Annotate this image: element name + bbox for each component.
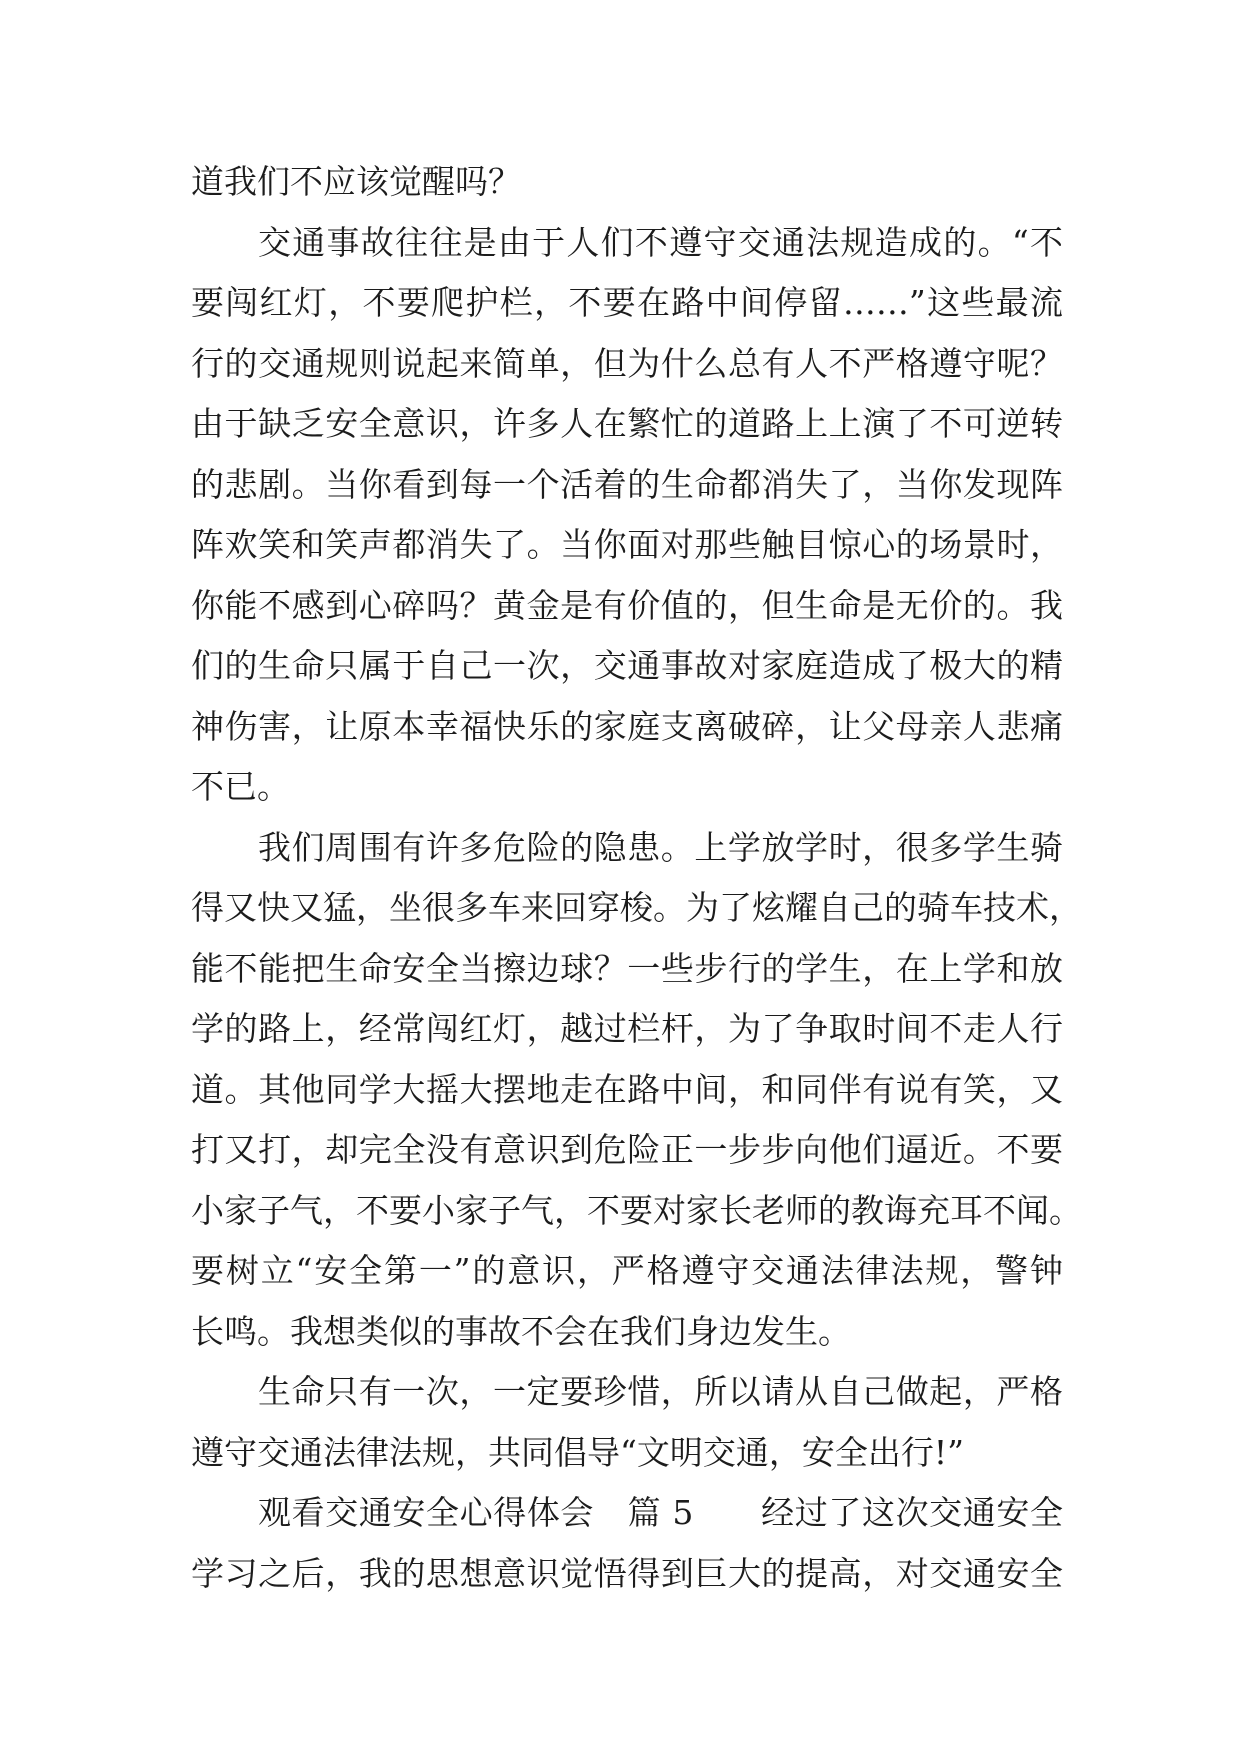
text-line: 要闯红灯，不要爬护栏，不要在路中间停留……”这些最流: [191, 283, 1063, 322]
text-line: 学的路上，经常闯红灯，越过栏杆，为了争取时间不走人行: [191, 1009, 1063, 1048]
text-line: 得又快又猛，坐很多车来回穿梭。为了炫耀自己的骑车技术，: [191, 888, 1082, 927]
section-heading-line: 观看交通安全心得体会 篇 5 经过了这次交通安全: [258, 1493, 1063, 1532]
text-line: 不已。: [191, 767, 290, 806]
text-line: 道我们不应该觉醒吗？: [191, 162, 521, 201]
text-line: 道。其他同学大摇大摆地走在路中间，和同伴有说有笑，又: [191, 1069, 1063, 1109]
text-line: 行的交通规则说起来简单，但为什么总有人不严格遵守呢？: [191, 343, 1063, 383]
text-line: 生命只有一次，一定要珍惜，所以请从自己做起，严格: [258, 1372, 1063, 1411]
text-line: 交通事故往往是由于人们不遵守交通法规造成的。“不: [258, 222, 1063, 262]
body-text: [191, 152, 1082, 1604]
text-line: 神伤害，让原本幸福快乐的家庭支离破碎，让父母亲人悲痛: [191, 706, 1063, 746]
text-line: 小家子气，不要小家子气，不要对家长老师的教诲充耳不闻。: [191, 1190, 1082, 1230]
text-line: 的悲剧。当你看到每一个活着的生命都消失了，当你发现阵: [191, 464, 1063, 504]
text-line: 们的生命只属于自己一次，交通事故对家庭造成了极大的精: [191, 646, 1063, 685]
text-line: 遵守交通法律法规，共同倡导“文明交通，安全出行!”: [191, 1432, 965, 1472]
text-line: 长鸣。我想类似的事故不会在我们身边发生。: [191, 1311, 851, 1351]
text-line: 你能不感到心碎吗？黄金是有价值的，但生命是无价的。我: [191, 585, 1063, 625]
text-line: 我们周围有许多危险的隐患。上学放学时，很多学生骑: [258, 827, 1063, 867]
text-line: 要树立“安全第一”的意识，严格遵守交通法律法规，警钟: [191, 1251, 1063, 1290]
text-line: 学习之后，我的思想意识觉悟得到巨大的提高，对交通安全: [191, 1553, 1063, 1593]
paragraph: [191, 1362, 1063, 1483]
paragraph: [191, 1483, 1063, 1604]
text-line: 阵欢笑和笑声都消失了。当你面对那些触目惊心的场景时，: [191, 525, 1063, 564]
paragraph: [191, 152, 1063, 213]
paragraph: [191, 818, 1082, 1363]
paragraph: [191, 213, 1063, 818]
text-line: 由于缺乏安全意识，许多人在繁忙的道路上上演了不可逆转: [191, 404, 1063, 443]
text-line: 打又打，却完全没有意识到危险正一步步向他们逼近。不要: [191, 1130, 1063, 1169]
text-line: 能不能把生命安全当擦边球？一些步行的学生，在上学和放: [191, 948, 1063, 988]
